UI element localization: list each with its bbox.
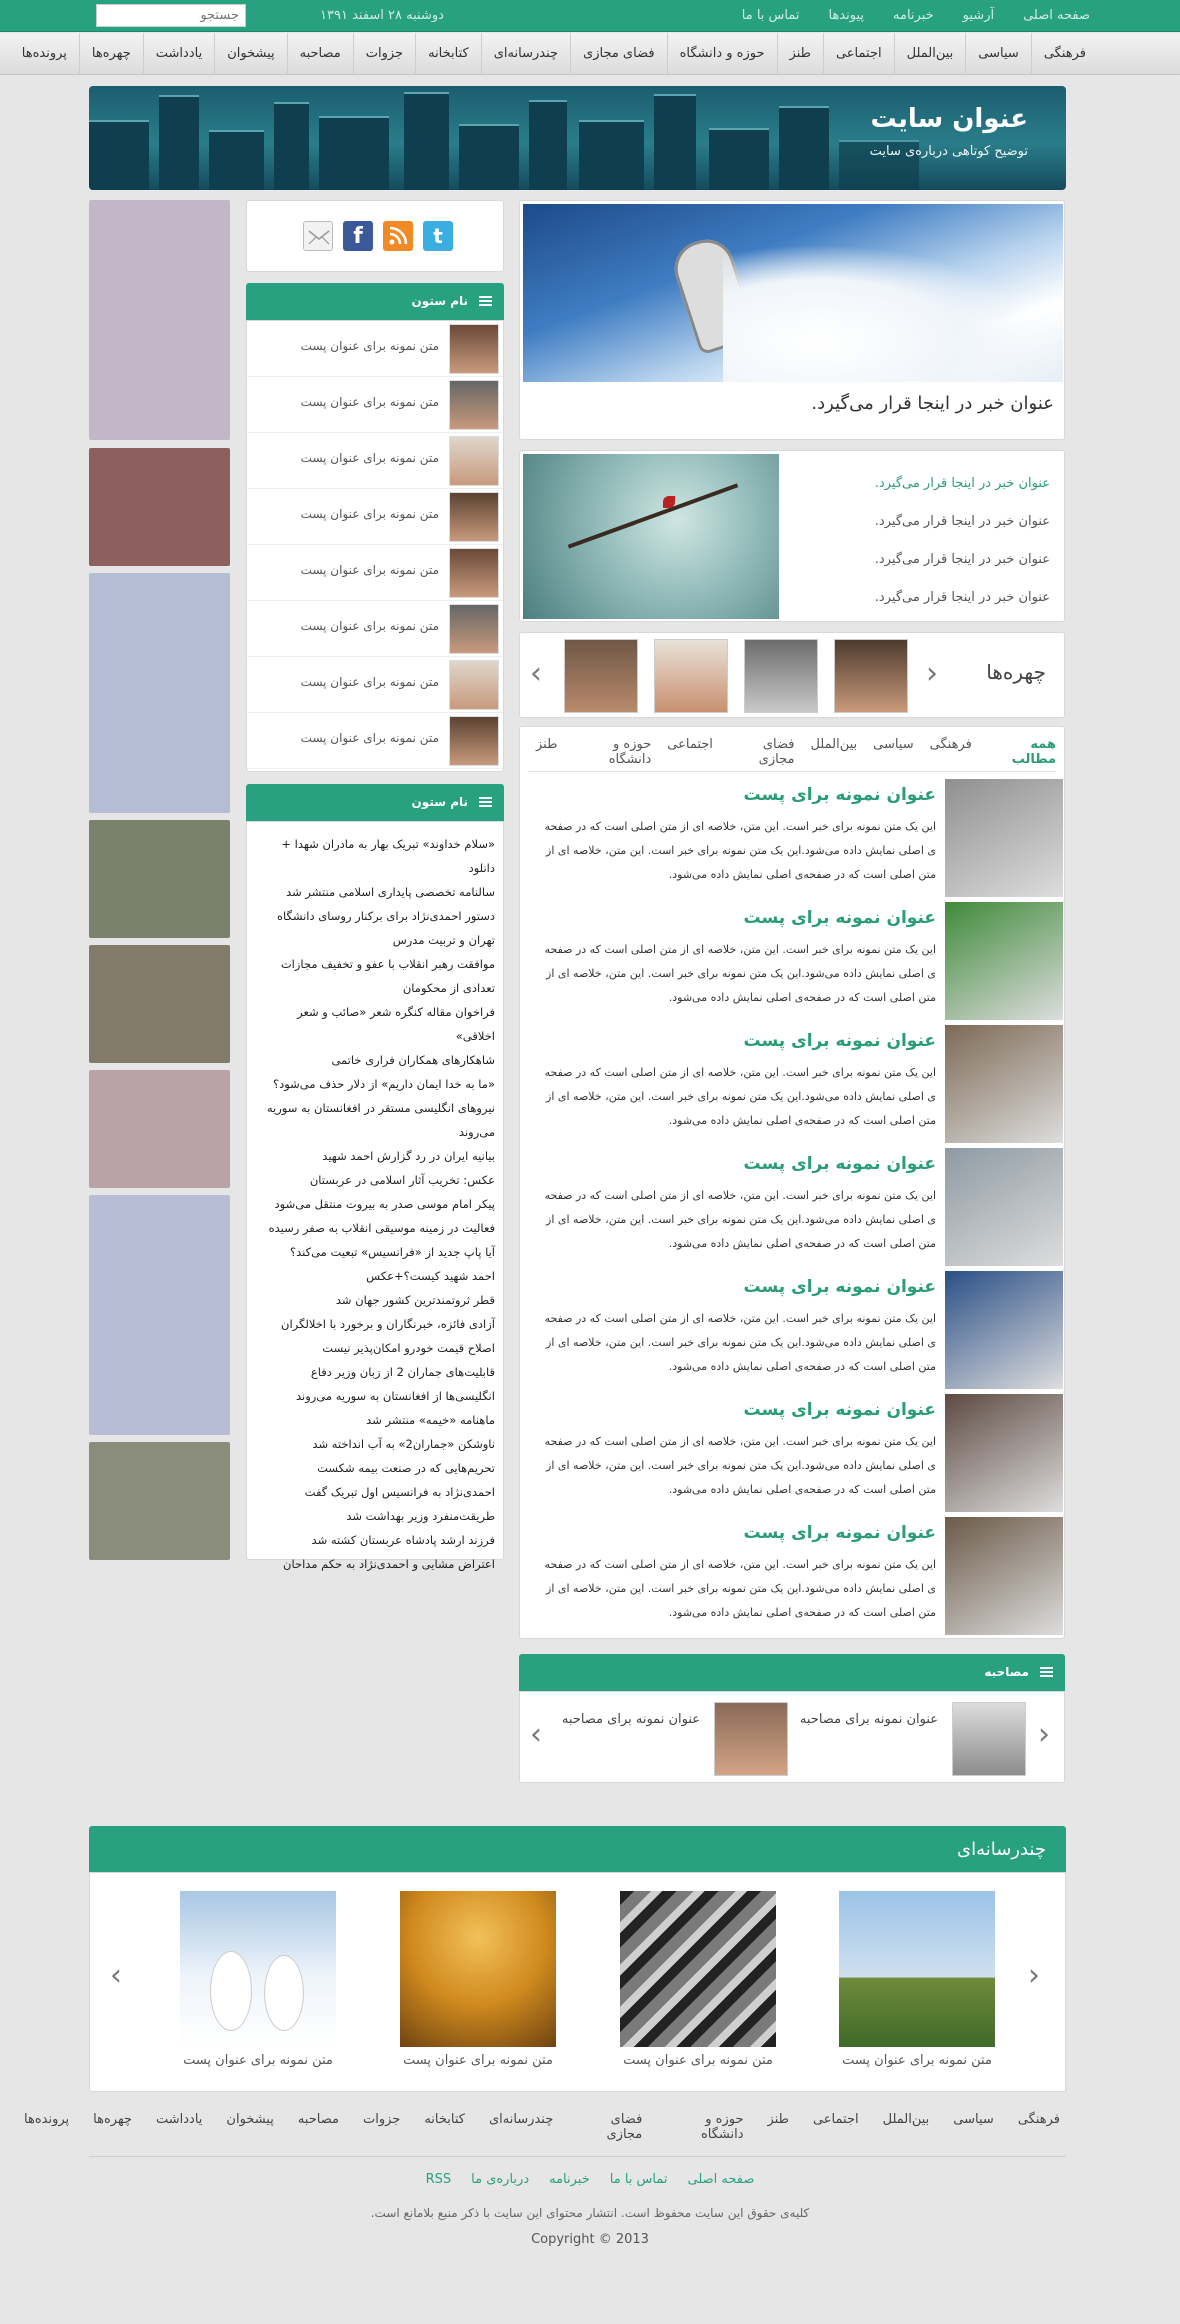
nav-item-booklets[interactable]: جزوات [353, 33, 415, 75]
faces-title[interactable]: چهره‌ها [986, 660, 1046, 684]
news-link-list [255, 832, 495, 1576]
chevron-left-icon[interactable]: ‹ [530, 1717, 542, 1752]
post-item[interactable] [520, 1513, 1066, 1636]
nav-item-newsstand[interactable]: پیشخوان [214, 33, 286, 75]
email-icon-glyph [304, 222, 334, 252]
menu-icon [479, 296, 492, 306]
footer-rights: کلیه‌ی حقوق این سایت محفوظ است. انتشار محتوای این سایت با ذکر منبع بلامانع است. [370, 2206, 810, 2220]
footer-nav-item[interactable]: چندرسانه‌ای [488, 2112, 554, 2127]
footer-nav-item[interactable]: اجتماعی [812, 2112, 859, 2127]
nav-item-international[interactable]: بین‌الملل [894, 33, 966, 75]
sidebar-banner-7[interactable] [89, 1195, 230, 1435]
post-item[interactable] [520, 1267, 1066, 1390]
top-link-contact[interactable]: تماس با ما [741, 8, 800, 23]
footer-nav-item[interactable]: فضای مجازی [606, 2112, 643, 2142]
face-thumb-2[interactable] [744, 639, 818, 713]
social-box [246, 200, 504, 272]
post-title[interactable]: عنوان نمونه برای پست [743, 1154, 936, 1174]
nav-item-files[interactable]: پرونده‌ها [21, 46, 67, 61]
news-link[interactable]: قابلیت‌های جماران 2 از زبان وزیر دفاع [310, 1365, 495, 1379]
skyline-building [779, 106, 829, 190]
post-summary: این یک متن نمونه برای خبر است. این متن، خلاصه ای از متن اصلی است که در صفحه ی اصلی نمایش داده می‌شود.این یک متن نمونه برای خبر است. این متن، خلاصه ای از متن اصلی است که در صفحه‌ی اصلی نمایش داده می‌شود. [544, 1066, 936, 1127]
list-item[interactable] [247, 433, 503, 489]
headline-item[interactable]: عنوان خبر در اینجا قرار می‌گیرد. [874, 476, 1050, 491]
post-title[interactable]: عنوان نمونه برای پست [743, 785, 936, 805]
list-item-label: متن نمونه برای عنوان پست [300, 563, 439, 577]
skyline-building [459, 124, 519, 190]
list-item[interactable] [247, 657, 503, 713]
sidebar-banner-3[interactable] [89, 573, 230, 813]
sidebar-banner-1[interactable] [89, 200, 230, 440]
sidebar-banner-8[interactable] [89, 1442, 230, 1560]
menu-icon [479, 797, 492, 807]
featured-title[interactable]: عنوان خبر در اینجا قرار می‌گیرد. [811, 393, 1054, 414]
multimedia-title: چندرسانه‌ای [956, 1839, 1046, 1860]
news-link[interactable]: شاهکارهای همکاران فراری خاتمی [331, 1053, 495, 1067]
sidebar-banner-5[interactable] [89, 945, 230, 1063]
tabs-divider [528, 771, 1056, 772]
avatar [449, 604, 499, 654]
column-header-1 [246, 283, 504, 320]
tab-6[interactable]: حوزه و دانشگاه [608, 737, 652, 767]
multimedia-caption-3: متن نمونه برای عنوان پست [403, 2053, 553, 2068]
skyline-building [709, 128, 769, 190]
list-item[interactable] [247, 377, 503, 433]
news-link[interactable]: موافقت رهبر انقلاب با عفو و تخفیف مجازات تعدادی از محکومان [280, 957, 495, 995]
interview-thumb-2[interactable] [714, 1702, 788, 1776]
footer-link[interactable]: خبرنامه [549, 2172, 590, 2187]
news-link[interactable]: عکس: تخریب آثار اسلامی در عربستان [309, 1173, 495, 1187]
list-item-label: متن نمونه برای عنوان پست [300, 619, 439, 633]
tab-4[interactable]: فضای مجازی [758, 737, 795, 767]
post-summary: این یک متن نمونه برای خبر است. این متن، خلاصه ای از متن اصلی است که در صفحه ی اصلی نمایش داده می‌شود.این یک متن نمونه برای خبر است. این متن، خلاصه ای از متن اصلی است که در صفحه‌ی اصلی نمایش داده می‌شود. [544, 820, 936, 881]
tab-3[interactable]: بین‌الملل [810, 737, 858, 752]
column-title: نام ستون [411, 795, 468, 809]
post-thumbnail[interactable] [945, 1148, 1063, 1266]
sidebar-banner-4[interactable] [89, 820, 230, 938]
top-link-archive[interactable]: آرشیو [962, 8, 995, 23]
footer-nav-item[interactable]: پرونده‌ها [24, 2112, 70, 2127]
headline-image[interactable] [523, 454, 779, 619]
post-thumbnail[interactable] [945, 1271, 1063, 1389]
headlines-box [519, 450, 1065, 622]
faces-carousel [519, 632, 1065, 718]
news-link[interactable]: انگلیسی‌ها از افغانستان به سوریه می‌روند [295, 1389, 495, 1403]
post-item[interactable] [520, 1021, 1066, 1144]
post-title[interactable]: عنوان نمونه برای پست [743, 1277, 936, 1297]
multimedia-header [89, 1826, 1066, 1872]
site-subtitle: توضیح کوتاهی درباره‌ی سایت [869, 144, 1028, 159]
list-item[interactable] [247, 545, 503, 601]
nav-item-multimedia[interactable]: چندرسانه‌ای [481, 33, 570, 75]
tab-1[interactable]: فرهنگی [929, 737, 972, 752]
headline-item[interactable]: عنوان خبر در اینجا قرار می‌گیرد. [874, 514, 1050, 529]
chevron-left-icon[interactable]: ‹ [530, 656, 542, 691]
main-nav [0, 33, 1180, 75]
footer-links [0, 2172, 1180, 2187]
branch-decoration [568, 483, 739, 548]
nav-item-social[interactable]: اجتماعی [823, 33, 894, 75]
footer-copyright: Copyright © 2013 [531, 2232, 649, 2247]
twitter-icon[interactable]: t [423, 221, 453, 251]
interview-thumb-1[interactable] [952, 1702, 1026, 1776]
news-link[interactable]: ماهنامه «خیمه» منتشر شد [366, 1413, 495, 1427]
news-link[interactable]: پیکر امام موسی صدر به بیروت منتقل می‌شود [274, 1197, 495, 1211]
news-link[interactable]: اصلاح قیمت خودرو امکان‌پذیر نیست [322, 1341, 495, 1355]
footer-nav-item[interactable]: پیشخوان [226, 2112, 274, 2127]
news-link[interactable]: تحریم‌هایی که در صنعت بیمه شکست [317, 1461, 495, 1475]
tab-2[interactable]: سیاسی [873, 737, 914, 752]
tab-5[interactable]: اجتماعی [667, 737, 713, 752]
skyline-building [654, 94, 696, 190]
list-item[interactable] [247, 489, 503, 545]
multimedia-item-3[interactable] [400, 1891, 556, 2068]
news-link[interactable]: فرزند ارشد پادشاه عربستان کشته شد [311, 1533, 495, 1547]
rss-icon[interactable] [383, 221, 413, 251]
news-link[interactable]: فعالیت در زمینه موسیقی انقلاب به صفر رسیده [268, 1221, 495, 1235]
news-link[interactable]: دستور احمدی‌نژاد برای برکنار روسای دانشگاه تهران و تربیت مدرس [276, 909, 495, 947]
top-bar [0, 0, 1180, 32]
avatar [449, 716, 499, 766]
face-thumb-3[interactable] [654, 639, 728, 713]
multimedia-item-4[interactable] [180, 1891, 336, 2068]
news-link[interactable]: آیا پاپ جدید از «فرانسیس» تبعیت می‌کند؟ [289, 1245, 495, 1259]
rss-icon-glyph [383, 221, 413, 251]
footer-link[interactable]: درباره‌ی ما [471, 2172, 530, 2187]
post-title[interactable]: عنوان نمونه برای پست [743, 908, 936, 928]
post-title[interactable]: عنوان نمونه برای پست [743, 1523, 936, 1543]
tab-7[interactable]: طنز [536, 737, 558, 752]
top-link-home[interactable]: صفحه اصلی [1023, 8, 1090, 23]
chevron-left-icon[interactable]: ‹ [110, 1958, 122, 1993]
footer-link[interactable]: RSS [425, 2172, 452, 2187]
post-title[interactable]: عنوان نمونه برای پست [743, 1400, 936, 1420]
post-thumbnail[interactable] [945, 779, 1063, 897]
top-link-links[interactable]: پیوندها [828, 8, 865, 23]
footer-nav-item[interactable]: مصاحبه [297, 2112, 339, 2127]
multimedia-carousel [89, 1872, 1066, 2092]
footer-nav-item[interactable]: حوزه و دانشگاه [700, 2112, 744, 2142]
nav-item-humor[interactable]: طنز [777, 33, 823, 75]
headline-list [790, 465, 1050, 617]
footer-nav-item[interactable]: کتابخانه [424, 2112, 465, 2127]
chevron-right-icon[interactable]: › [1038, 1717, 1050, 1752]
post-summary: این یک متن نمونه برای خبر است. این متن، خلاصه ای از متن اصلی است که در صفحه ی اصلی نمایش داده می‌شود.این یک متن نمونه برای خبر است. این متن، خلاصه ای از متن اصلی است که در صفحه‌ی اصلی نمایش داده می‌شود. [544, 1189, 936, 1250]
skyline-building [404, 92, 449, 190]
post-summary: این یک متن نمونه برای خبر است. این متن، خلاصه ای از متن اصلی است که در صفحه ی اصلی نمایش داده می‌شود.این یک متن نمونه برای خبر است. این متن، خلاصه ای از متن اصلی است که در صفحه‌ی اصلی نمایش داده می‌شود. [544, 1312, 936, 1373]
column-header-2 [246, 784, 504, 821]
post-item[interactable] [520, 1390, 1066, 1513]
interview-title-2[interactable]: عنوان نمونه برای مصاحبه [561, 1712, 700, 1727]
post-item[interactable] [520, 775, 1066, 898]
avatar [449, 380, 499, 430]
news-link[interactable]: سالنامه تخصصی پایداری اسلامی منتشر شد [286, 885, 495, 899]
email-icon[interactable] [303, 221, 333, 251]
list-item[interactable] [247, 321, 503, 377]
multimedia-image-3 [400, 1891, 556, 2047]
news-link[interactable]: «ما به خدا ایمان داریم» از دلار حذف می‌شود؟ [273, 1077, 495, 1091]
footer-nav-item[interactable]: سیاسی [953, 2112, 994, 2127]
nav-item-interview[interactable]: مصاحبه [287, 33, 353, 75]
snowman-decoration [210, 1951, 252, 2031]
post-thumbnail[interactable] [945, 1517, 1063, 1635]
footer-nav-item[interactable]: جزوات [362, 2112, 401, 2127]
post-summary: این یک متن نمونه برای خبر است. این متن، خلاصه ای از متن اصلی است که در صفحه ی اصلی نمایش داده می‌شود.این یک متن نمونه برای خبر است. این متن، خلاصه ای از متن اصلی است که در صفحه‌ی اصلی نمایش داده می‌شود. [544, 1558, 936, 1619]
footer-nav [0, 2112, 1060, 2142]
nav-item-culture[interactable]: فرهنگی [1031, 33, 1098, 75]
column-list-1 [246, 320, 504, 772]
skyline-building [274, 102, 309, 190]
interview-carousel [519, 1691, 1065, 1783]
skyline-building [89, 120, 149, 190]
list-item-label: متن نمونه برای عنوان پست [300, 731, 439, 745]
multimedia-item-2[interactable] [620, 1891, 776, 2068]
news-link[interactable]: اعتراض مشایی و احمدی‌نژاد به حکم مداحان [283, 1557, 495, 1571]
nav-item-library[interactable]: کتابخانه [415, 33, 481, 75]
post-title[interactable]: عنوان نمونه برای پست [743, 1031, 936, 1051]
site-header-banner [89, 86, 1066, 190]
multimedia-caption-4: متن نمونه برای عنوان پست [183, 2053, 333, 2068]
skyline-building [209, 130, 264, 190]
nav-item-faces[interactable]: چهره‌ها [79, 33, 143, 75]
multimedia-item-1[interactable] [839, 1891, 995, 2068]
multimedia-image-4 [180, 1891, 336, 2047]
nav-item-university[interactable]: حوزه و دانشگاه [667, 33, 777, 75]
avatar [449, 492, 499, 542]
face-thumb-4[interactable] [564, 639, 638, 713]
footer-divider [89, 2156, 1066, 2157]
news-link[interactable]: فراخوان مقاله کنگره شعر «صائب و شعر اخلاقی» [297, 1005, 495, 1043]
tab-0[interactable]: همه مطالب [1011, 737, 1056, 767]
news-link[interactable]: نیروهای انگلیسی مستقر در افغانستان به سوریه می‌روند [266, 1101, 495, 1139]
list-item-label: متن نمونه برای عنوان پست [300, 395, 439, 409]
post-summary: این یک متن نمونه برای خبر است. این متن، خلاصه ای از متن اصلی است که در صفحه ی اصلی نمایش داده می‌شود.این یک متن نمونه برای خبر است. این متن، خلاصه ای از متن اصلی است که در صفحه‌ی اصلی نمایش داده می‌شود. [544, 943, 936, 1004]
multimedia-caption-2: متن نمونه برای عنوان پست [623, 2053, 773, 2068]
nav-item-notes[interactable]: یادداشت [143, 33, 214, 75]
chevron-right-icon[interactable]: › [1028, 1958, 1040, 1993]
avatar [449, 660, 499, 710]
snowman-decoration [264, 1955, 304, 2031]
news-link[interactable]: «سلام خداوند» تبریک بهار به مادران شهدا + دانلود [281, 837, 495, 875]
red-leaf-decoration [663, 496, 675, 508]
list-item-label: متن نمونه برای عنوان پست [300, 507, 439, 521]
post-thumbnail[interactable] [945, 1394, 1063, 1512]
footer-nav-item[interactable]: فرهنگی [1017, 2112, 1060, 2127]
site-title[interactable]: عنوان سایت [870, 104, 1028, 134]
footer-nav-item[interactable]: بین‌الملل [882, 2112, 930, 2127]
news-link[interactable]: بیانیه ایران در رد گزارش احمد شهید [322, 1149, 495, 1163]
post-thumbnail[interactable] [945, 902, 1063, 1020]
headline-item[interactable]: عنوان خبر در اینجا قرار می‌گیرد. [874, 552, 1050, 567]
category-tabs [520, 737, 1056, 767]
featured-image[interactable] [523, 204, 1063, 382]
sidebar-banner-2[interactable] [89, 448, 230, 566]
news-link[interactable]: احمدی‌نژاد به فرانسیس اول تبریک گفت [304, 1485, 495, 1499]
column-title: نام ستون [411, 294, 468, 308]
avatar [449, 548, 499, 598]
news-link[interactable]: قطر ثروتمندترین کشور جهان شد [335, 1293, 495, 1307]
post-item[interactable] [520, 1144, 1066, 1267]
list-item-label: متن نمونه برای عنوان پست [300, 451, 439, 465]
list-item-label: متن نمونه برای عنوان پست [300, 675, 439, 689]
headline-item[interactable]: عنوان خبر در اینجا قرار می‌گیرد. [874, 590, 1050, 605]
news-link[interactable]: آزادی فائزه، خبرنگاران و برخورد با اخلالگران [281, 1317, 495, 1331]
avatar [449, 436, 499, 486]
footer-link[interactable]: تماس با ما [609, 2172, 668, 2187]
multimedia-image-2 [620, 1891, 776, 2047]
list-item-label: متن نمونه برای عنوان پست [300, 339, 439, 353]
interview-title-1[interactable]: عنوان نمونه برای مصاحبه [799, 1712, 938, 1727]
column-list-2 [246, 821, 504, 1571]
nav-item-cyberspace[interactable]: فضای مجازی [570, 33, 667, 75]
post-summary: این یک متن نمونه برای خبر است. این متن، خلاصه ای از متن اصلی است که در صفحه ی اصلی نمایش داده می‌شود.این یک متن نمونه برای خبر است. این متن، خلاصه ای از متن اصلی است که در صفحه‌ی اصلی نمایش داده می‌شود. [544, 1435, 936, 1496]
skyline-building [579, 120, 644, 190]
facebook-icon[interactable]: f [343, 221, 373, 251]
sidebar-banner-6[interactable] [89, 1070, 230, 1188]
list-item[interactable] [247, 601, 503, 657]
news-link[interactable]: ناوشکن «جماران2» به آب انداخته شد [312, 1437, 495, 1451]
search-input[interactable] [96, 4, 246, 27]
top-link-newsletter[interactable]: خبرنامه [893, 8, 934, 23]
footer-link[interactable]: صفحه اصلی [687, 2172, 755, 2187]
posts-panel [519, 726, 1065, 1639]
news-link[interactable]: طریقت‌منفرد وزیر بهداشت شد [346, 1509, 495, 1523]
footer-nav-item[interactable]: چهره‌ها [93, 2112, 132, 2127]
nav-item-politics[interactable]: سیاسی [965, 33, 1031, 75]
post-thumbnail[interactable] [945, 1025, 1063, 1143]
menu-icon [1040, 1667, 1053, 1677]
interview-header [519, 1654, 1065, 1691]
current-date: دوشنبه ۲۸ اسفند ۱۳۹۱ [320, 8, 444, 23]
skyline-building [159, 95, 199, 190]
face-thumb-1[interactable] [834, 639, 908, 713]
multimedia-image-1 [839, 1891, 995, 2047]
skyline-building [319, 116, 389, 190]
top-links [713, 8, 1090, 23]
snow-spray [723, 244, 1043, 382]
footer-nav-item[interactable]: یادداشت [155, 2112, 203, 2127]
skyline-building [529, 100, 567, 190]
post-item[interactable] [520, 898, 1066, 1021]
footer-nav-item[interactable]: طنز [767, 2112, 789, 2127]
news-link[interactable]: احمد شهید کیست؟+عکس [366, 1269, 495, 1283]
list-item[interactable] [247, 713, 503, 769]
multimedia-caption-1: متن نمونه برای عنوان پست [842, 2053, 992, 2068]
chevron-right-icon[interactable]: › [926, 656, 938, 691]
featured-news[interactable] [519, 200, 1065, 440]
avatar [449, 324, 499, 374]
interview-title: مصاحبه [984, 1665, 1029, 1679]
